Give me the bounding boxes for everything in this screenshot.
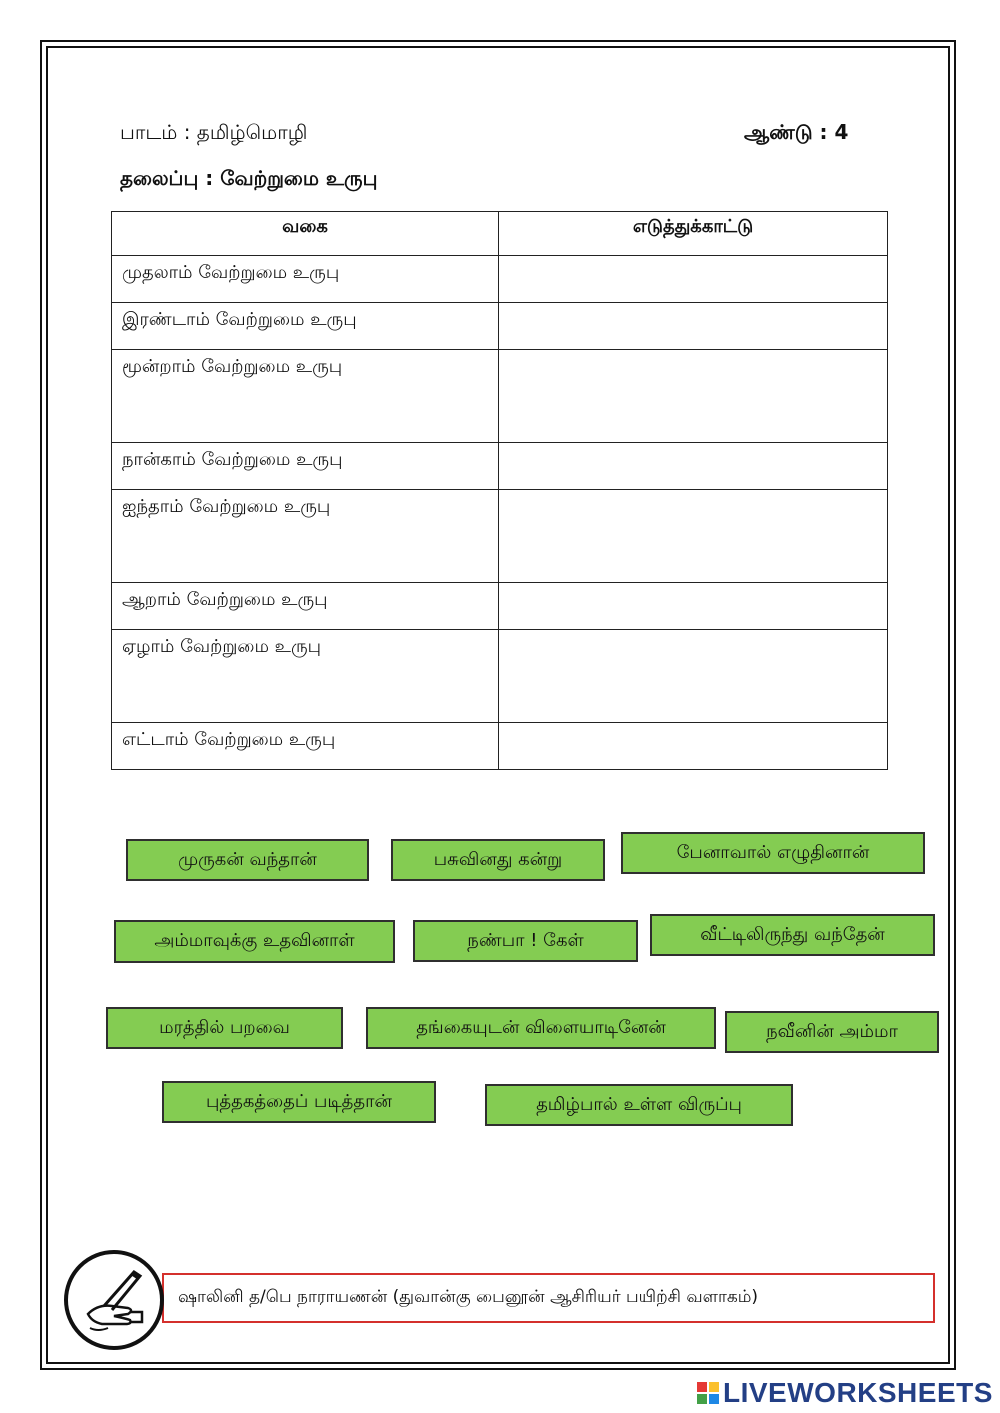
table-row bbox=[112, 303, 888, 350]
answer-drop-zone[interactable] bbox=[499, 583, 888, 630]
brand-name: LIVEWORKSHEETS bbox=[723, 1377, 993, 1408]
table-row bbox=[112, 583, 888, 630]
topic-heading: தலைப்பு : வேற்றுமை உருபு bbox=[120, 166, 378, 190]
row-label: ஐந்தாம் வேற்றுமை உருபு bbox=[112, 490, 499, 583]
row-label: ஏழாம் வேற்றுமை உருபு bbox=[112, 630, 499, 723]
table-row bbox=[112, 630, 888, 723]
row-label: இரண்டாம் வேற்றுமை உருபு bbox=[112, 303, 499, 350]
subject-heading: பாடம் : தமிழ்மொழி bbox=[120, 120, 308, 144]
answer-tile[interactable]: வீட்டிலிருந்து வந்தேன் bbox=[650, 914, 935, 956]
row-label: எட்டாம் வேற்றுமை உருபு bbox=[112, 723, 499, 770]
answer-tile[interactable]: பேனாவால் எழுதினான் bbox=[621, 832, 925, 874]
row-label: நான்காம் வேற்றுமை உருபு bbox=[112, 443, 499, 490]
table-row bbox=[112, 350, 888, 443]
table-row bbox=[112, 723, 888, 770]
author-credit bbox=[162, 1273, 935, 1323]
answer-tile[interactable]: தமிழ்பால் உள்ள விருப்பு bbox=[485, 1084, 793, 1126]
answer-tile[interactable]: தங்கையுடன் விளையாடினேன் bbox=[366, 1007, 716, 1049]
answer-tile[interactable]: பசுவினது கன்று bbox=[391, 839, 605, 881]
brand-mark-icon bbox=[697, 1382, 719, 1404]
answer-drop-zone[interactable] bbox=[499, 303, 888, 350]
answer-drop-zone[interactable] bbox=[499, 350, 888, 443]
year-heading: ஆண்டு : 4 bbox=[744, 120, 849, 144]
answer-tile[interactable]: புத்தகத்தைப் படித்தான் bbox=[162, 1081, 436, 1123]
table-header-row bbox=[112, 212, 888, 256]
row-label: முதலாம் வேற்றுமை உருபு bbox=[112, 256, 499, 303]
table-row bbox=[112, 490, 888, 583]
answer-drop-zone[interactable] bbox=[499, 490, 888, 583]
column-header-example: எடுத்துக்காட்டு bbox=[499, 212, 888, 256]
pen-hand-icon bbox=[68, 1254, 160, 1346]
answer-tile[interactable]: நண்பா ! கேள் bbox=[413, 920, 638, 962]
answer-tile[interactable]: மரத்தில் பறவை bbox=[106, 1007, 343, 1049]
answer-drop-zone[interactable] bbox=[499, 723, 888, 770]
answer-drop-zone[interactable] bbox=[499, 443, 888, 490]
table-row bbox=[112, 443, 888, 490]
answer-drop-zone[interactable] bbox=[499, 630, 888, 723]
answer-drop-zone[interactable] bbox=[499, 256, 888, 303]
author-credit-text: ஷாலினி த/பெ நாராயணன் (துவான்கு பைனூன் ஆசிரியர் பயிற்சி வளாகம்) bbox=[178, 1287, 759, 1307]
answer-tile[interactable]: நவீனின் அம்மா bbox=[725, 1011, 939, 1053]
column-header-type: வகை bbox=[112, 212, 499, 256]
row-label: மூன்றாம் வேற்றுமை உருபு bbox=[112, 350, 499, 443]
row-label: ஆறாம் வேற்றுமை உருபு bbox=[112, 583, 499, 630]
liveworksheets-logo bbox=[697, 1378, 993, 1408]
writing-hand-logo bbox=[64, 1250, 164, 1350]
answer-tile[interactable]: முருகன் வந்தான் bbox=[126, 839, 369, 881]
case-table bbox=[111, 211, 888, 770]
answer-tile[interactable]: அம்மாவுக்கு உதவினாள் bbox=[114, 920, 395, 963]
table-row bbox=[112, 256, 888, 303]
